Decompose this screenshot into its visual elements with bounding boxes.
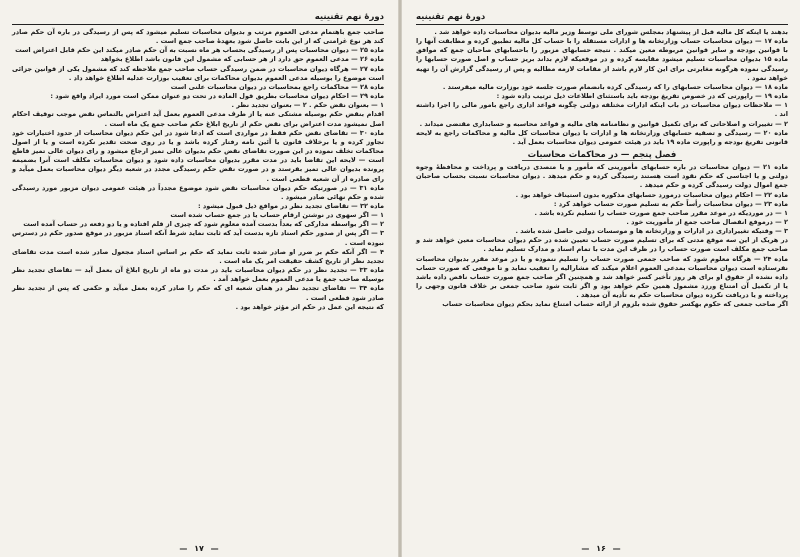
paragraph: ۲ — اگر بواسطه مدارکی که بعداً بدست آمده معلوم شود که چیزی از قلم افتاده و یا دو دفعه در حساب آمده است: [23, 220, 384, 229]
left-page-number: ۱۷: [194, 544, 204, 553]
paragraph: ماده ۳۲ — تقاضای تجدید نظر در مواقع ذیل قبول میشود :: [197, 201, 384, 210]
paragraph: ماده ۲۱ — دیوان محاسبات در باره حسابهای مأمورینی که مأمور و یا متصدی دریافت و پرداخت و محافظهٔ وجوه دولتی و یا اجناسی که حکم نقود است هستند رسیدگی کرده و حکم میدهد . دیوان محاسبات نسبت بحساب صاحبان جمع اموال دولت رسیدگی کرده و حکم میدهد .: [416, 163, 789, 190]
left-page: [0, 0, 398, 557]
paragraph: ماده ۲۸ — محاکمات راجع بمحاسبات در دیوان محاسبات علنی است: [170, 82, 384, 91]
paragraph: ۱ — ملاحظات دیوان محاسبات در باب اینکه ادارات مختلفه دولتی چگونه قواعد اداری راجع بامور مالی را اجرا داشته اند .: [416, 101, 788, 119]
right-page-number: ۱۶: [596, 544, 606, 553]
paragraph: ۲ — تغییرات و اصلاحاتی که برای تکمیل قوانین و نظامنامه های مالیه و قواعد محاسبه و حسابداری مقتضی میداند .: [419, 119, 788, 128]
paragraph: ۴ — اگر آنکه حکم بر ضرر او صادر شده ثابت نماید که حکم بر اساس اسناد مجعول صادر شده است مدت تقاضای تجدید نظر از تاریخ کشف حقیقت امر یک ماه است .: [12, 247, 384, 265]
paragraph: ماده ۳۴ — تقاضای تجدید نظر در همان شعبه ای که حکم را صادر کرده بعمل میآید و حکمی که پس از تجدید نظر صادر شود قطعی است .: [12, 284, 384, 302]
paragraph: ماده ۲۶ — مدعی العموم حق دارد از هر حسابی که مشمول این قانون باشد اطلاع بخواهد: [100, 55, 384, 64]
paragraph: ۳ — وقتیکه تغییراداری در ادارات و وزارتخانه ها و موسسات دولتی حاصل شده باشد .: [515, 227, 788, 236]
right-page: [402, 0, 800, 557]
paragraph: ماده ۲۷ — هرگاه دیوان محاسبات در ضمن رسیدگی حساب صاحب جمع ملاحظه کند که مشمول یکی از قوانین جزائی است موضوع را بوسیله مدعی العموم بدیوان محاکمات برای تعقیب بوزارت عدلیه اطلاع خواهد داد .: [12, 64, 385, 82]
paragraph: ۲ — درموقع انفصال صاحب جمع از مأموریت خود .: [626, 217, 788, 226]
paragraph: ماده ۳۰ — تقاضای نقض حکم فقط در مواردی است که ادعا شود در این حکم دیوان محاسبات از حدود اختیارات خود تجاوز کرده و یا برخلاف قانون یا آئین نامه رفتار کرده باشد و یا در روی صحت تقدیر نکرده است و یا از اصول محاکمات تخلف نموده در این صورت تقاضای نقض حکم بدیوان عالی تمیز ارجاع میشود و رای دیوان عالی تمیز قاطع است — لایحه این تقاضا باید در مدت مقرر بدیوان محاسبات داده شود و دیوان محاسبات مکلف است آنرا بضمیمه پرونده بدیوان عالی تمیز بفرستد و در صورت نقض حکم رسیدگی مجدد در شعبه دیگر دیوان محاسبات بعمل میآید و رای صادره از آن شعبه قطعی است .: [12, 128, 384, 183]
paragraph: ماده ۲۰ — رسیدگی و تصفیه حسابهای وزارتخانه ها و ادارات با دیوان محاسبات کل مالیه و محاکمات راجع به لایحه قانونی تفریغ بودجه و راپورت ماده ۱۹ باید در هیئت عمومی دیوان محاسبات بعمل آید .: [416, 128, 788, 146]
paragraph: ماده ۲۲ — احکام دیوان محاسبات درمورد حسابهای مذکوره بدون استیناف خواهد بود .: [515, 190, 788, 199]
paragraph: ۱ — اگر سهوی در نوشتن ارقام حساب یا در جمع حساب شده است: [170, 211, 384, 220]
right-page-header: [416, 10, 788, 25]
paragraph: ماده ۱۹ — راپورتی که در خصوص تفریغ بودجه باید باستثنای اطلاعات ذیل ترتیب داده شود :: [496, 92, 788, 101]
paragraph: ماده ۲۴ — هرگاه معلوم شود که صاحب جمعی صورت حساب را تسلیم ننموده و یا در موعد مقرر بدیوان محاسبات نفرستاده است دیوان محاسبات بمدعی العموم اعلام میکند که مشارالیه را تعقیب نماید و تا موقعی که صورت حساب داده نشده از حقوق او برای هر روز تأخیر کسر خواهد شد و همچنین اگر صاحب جمع صورت حساب ناقص داده باشد یا از تکمیل آن امتناع ورزد مشمول همین حکم خواهد بود و اگر ثابت شود صاحب جمعی بر خلاف قانون وجهی را پرداخته و یا دریافت نکرده دیوان محاسبات حکم به تأدیه آن میدهد .: [416, 254, 789, 300]
paragraph: ماده ۲۵ — دیوان محاسبات پس از رسیدگی بحساب هر ماه نسبت به آن حکم صادر میکند این حکم قابل اعتراض است: [15, 46, 384, 55]
paragraph: اقدام بنقض حکم بوسیله مشتکی عنه یا از طرف مدعی العموم بعمل آید اعتراض بالتماس نقض موجب توقیف احکام اصل نمیشود مدت اعتراض برای نقض حکم از تاریخ ابلاغ حکم صاحب جمع یک ماه است .: [12, 110, 384, 128]
paragraph: ماده ۳۱ — در صورتیکه حکم دیوان محاسبات نقض شود موضوع مجدداً در هیئت عمومی دیوان مزبور مورد رسیدگی شده و حکم نهائی صادر میشود .: [12, 183, 384, 201]
paragraph: بدهند یا اینکه کل مالیه قبل از پیشنهاد بمجلس شورای ملی توسط وزیر مالیه بدیوان محاسبات داده خواهد شد .: [434, 28, 788, 36]
paragraph: صاحب جمع باهتمام مدعی العموم مرتب و بدیوان محاسبات تسلیم میشود که پس از رسیدگی در باره آن حکم صادر کند هر نوع غرامتی که از این بابت حاصل شود بعهدهٔ صاحب جمع است .: [12, 28, 384, 46]
paragraph: ۳ — اگر پس از صدور حکم اسناد تازه بدست آید که ثابت نماید شرط آنکه اسناد مزبور در موقع صدور حکم در دسترس نبوده است .: [12, 229, 384, 247]
right-folio: — ۱۶ —: [581, 544, 621, 553]
section-heading-text: فصل پنجم — در محاکمات محاسبات: [522, 150, 683, 161]
left-running-title: دورهٔ نهم تقنینیه: [314, 12, 384, 22]
section-heading: [416, 150, 788, 161]
paragraph: اگر صاحب جمعی که حکوم بهکسر حقوق شده بلزوم از ارائه حساب امتناع نماید بحکم دیوان محاسبات حساب: [442, 300, 788, 309]
paragraph: ماده ۲۳ — دیوان محاسبات رأساً حکم به تسلیم صورت حساب خواهد کرد :: [553, 199, 788, 208]
paragraph: ۱ — در موردیکه در موعد مقرر صاحب جمع صورت حساب را تسلیم نکرده باشد .: [534, 208, 788, 217]
left-page-header: [12, 10, 384, 25]
left-page-body: [12, 28, 384, 312]
paragraph: ماده ۳۳ — تجدید نظر در حکم دیوان محاسبات باید در مدت دو ماه از تاریخ ابلاغ آن بعمل آید — تقاضای تجدید نظر بوسیله صاحب جمع یا مدعی العموم بعمل خواهد آمد .: [12, 266, 385, 284]
right-page-body: [416, 28, 788, 310]
paragraph: ماده ۱۸ — دیوان محاسبات حسابهای را که رسیدگی کرده بانضمام صورت جلسه خود بوزارت مالیه میفرستد .: [442, 82, 788, 91]
left-folio: — ۱۷ —: [179, 544, 219, 553]
paragraph: که نتیجه این عمل در حکم اثر مؤثر خواهد بود .: [235, 302, 384, 311]
paragraph: در هریک از این سه موقع مدتی که برای تسلیم صورت حساب تعیین شده در حکم دیوان محاسبات معین خواهد شد و صاحب جمع مکلف است صورت حساب را در ظرف این مدت با تمام اسناد و مدارک تسلیم نماید .: [416, 236, 788, 254]
paragraph: ماده ۲۹ — احکام دیوان محاسبات بطریق قول الماده در تحت دو عنوان ممکن است مورد ایراد واقع شود :: [50, 92, 384, 101]
paragraph: ۱ — بعنوان نقض حکم . ۲ — بعنوان تجدید نظر .: [231, 101, 384, 110]
right-running-title: دورهٔ نهم تقنینیه: [416, 12, 486, 22]
paragraph: ماده ۱۷ — دیوان محاسبات حساب وزارتخانه ها و ادارات مستقله را با حساب کل مالیه تطبیق کرده و مطابقت آنها را با قوانین بودجه و سایر قوانین مربوطه معین میکند . نتیجه حسابهای مزبور را باحسابهای صاحبان جمع که موافق ماده ۱۵ بدیوان محاسبات تسلیم میشود مقایسه کرده و در موقعیکه لازم بداند بریز حساب و اصل صورت حسابها را رسیدگی نموده هرگونه مغایرتی برای این کار لازم باشد از مقامات لازمه مطالبه و پس از رسیدگی گزارش آن را تهیه خواهد نمود .: [416, 37, 789, 82]
